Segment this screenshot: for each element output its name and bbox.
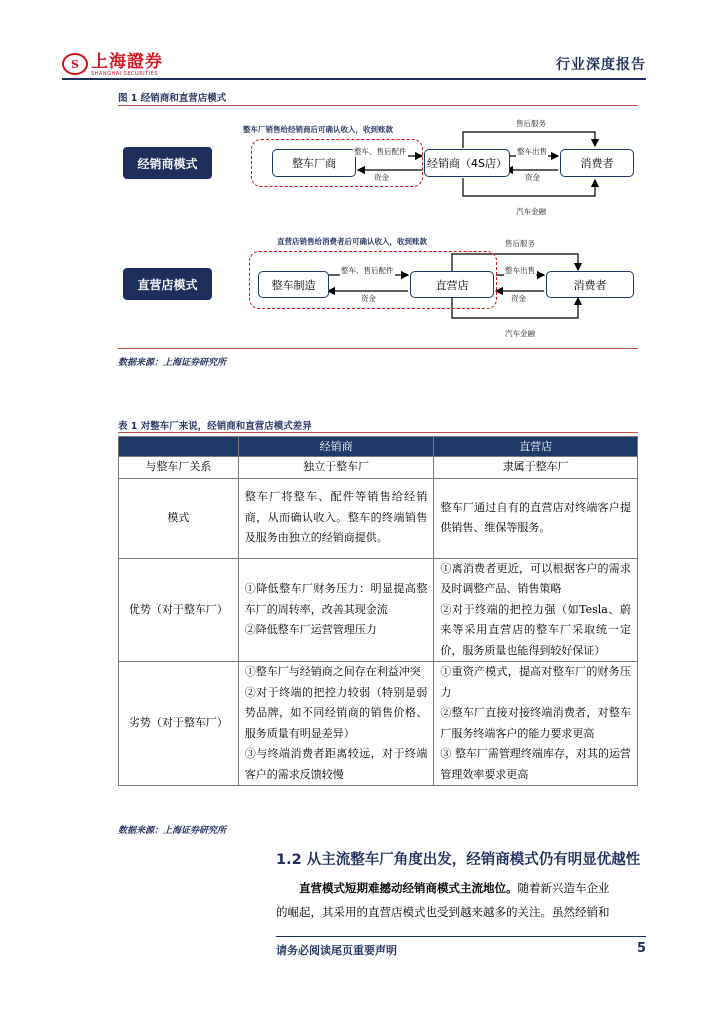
dealer-cell: 独立于整车厂 <box>238 457 434 479</box>
figure-caption-rule <box>118 105 638 106</box>
direct-cell: 整车厂通过自有的直营店对终端客户提供销售、维保等服务。 <box>434 478 638 558</box>
row-label: 模式 <box>119 478 239 558</box>
direct-cell <box>434 662 638 786</box>
section-title: 1.2 从主流整车厂角度出发，经销商模式仍有明显优越性 <box>276 852 641 868</box>
direct-mode-label: 直营店模式 <box>123 268 212 300</box>
row-label: 与整车厂关系 <box>119 457 239 479</box>
direct-money-label: 资金 <box>361 294 376 303</box>
paragraph-lead: 直营模式短期难撼动经销商模式主流地位。 <box>299 881 518 895</box>
dealer-revenue-note: 整车厂销售给经销商后可确认收入，收到账款 <box>243 125 393 134</box>
figure-bottom-rule <box>118 348 638 349</box>
table-caption-rule <box>118 432 638 433</box>
table-row <box>119 558 638 662</box>
table-header-cell: 直营店 <box>434 437 638 457</box>
section-paragraph-line2: 的崛起，其采用的直营店模式也受到越来越多的关注。虽然经销和 <box>276 905 610 919</box>
figure-source: 数据来源：上海证券研究所 <box>118 358 227 368</box>
dealer-finance-label: 汽车金融 <box>516 207 546 216</box>
row-label: 劣势（对于整车厂） <box>119 662 239 786</box>
footer-disclaimer: 请务必阅读尾页重要声明 <box>276 944 397 957</box>
direct-cell-text: ①重资产模式，提高对整车厂的财务压力 ②整车厂直接对接终端消费者，对整车厂服务终端客户的能力要求更高 ③ 整车厂需管理终端库存，对其的运营管理效率要求更高 <box>440 665 631 781</box>
dealer-cell-text: ①整车厂与经销商之间存在利益冲突 ②对于终端的把控力较弱（特别是弱势品牌，如不同经销商的销售价格、服务质量有明显差异） ③与终端消费者距离较远，对于终端客户的需求反馈较慢 <box>244 665 428 781</box>
dealer-sale-label: 整车出售 <box>517 147 547 156</box>
dealer-money-label: 资金 <box>374 173 389 182</box>
dealer-cell <box>238 662 434 786</box>
dealer-consumer-node: 消费者 <box>560 149 634 177</box>
dealer-money2-label: 资金 <box>525 173 540 182</box>
dealer-oem-node: 整车厂商 <box>272 149 356 177</box>
table-row <box>119 662 638 786</box>
direct-oem-node: 整车制造 <box>258 271 329 298</box>
table-header-cell <box>119 437 239 457</box>
logo-chinese-name: 上海證券 <box>91 52 163 72</box>
table-header-cell: 经销商 <box>238 437 434 457</box>
dealer-aftersales-label: 售后服务 <box>516 119 546 128</box>
direct-sale-label: 整车出售 <box>505 266 535 275</box>
direct-aftersales-label: 售后服务 <box>505 239 535 248</box>
direct-cell <box>434 558 638 662</box>
direct-consumer-node: 消费者 <box>546 271 634 298</box>
logo-mark-icon: S <box>62 53 88 75</box>
logo-english-name: SHANGHAI SECURITIES <box>91 71 159 77</box>
figure-caption: 图 1 经销商和直营店模式 <box>118 93 227 104</box>
page-number: 5 <box>636 941 646 956</box>
dealer-cell-text: ①降低整车厂财务压力：明显提高整车厂的周转率，改善其现金流 ②降低整车厂运营管理压力 <box>244 582 428 636</box>
dealer-dealer-node: 经销商（4S店） <box>424 149 510 177</box>
paragraph-text: 随着新兴造车企业 <box>517 881 610 895</box>
table-source: 数据来源：上海证券研究所 <box>118 826 227 836</box>
section-paragraph-line1 <box>276 876 646 900</box>
dealer-cell <box>238 558 434 662</box>
dealer-goods-label: 整车、售后配件 <box>354 147 407 156</box>
comparison-table <box>118 436 638 786</box>
row-label: 优势（对于整车厂） <box>119 558 239 662</box>
dealer-cell: 整车厂将整车、配件等销售给经销商，从而确认收入。整车的终端销售及服务由独立的经销商提供。 <box>238 478 434 558</box>
direct-goods-label: 整车、售后配件 <box>341 266 394 275</box>
direct-cell: 隶属于整车厂 <box>434 457 638 479</box>
table-row <box>119 457 638 479</box>
company-logo <box>62 53 163 77</box>
direct-cell-text: ①离消费者更近，可以根据客户的需求及时调整产品、销售策略 ②对于终端的把控力强（如Tesla、蔚来等采用直营店的整车厂采取统一定价，服务质量也能得到较好保证） <box>440 561 631 657</box>
direct-finance-label: 汽车金融 <box>505 329 535 338</box>
table-caption: 表 1 对整车厂来说，经销商和直营店模式差异 <box>118 421 312 432</box>
direct-revenue-note: 直营店销售给消费者后可确认收入，收到账款 <box>277 237 427 246</box>
direct-store-node: 直营店 <box>410 271 494 298</box>
dealer-mode-label: 经销商模式 <box>123 147 212 179</box>
footer-divider <box>276 936 646 937</box>
table-row <box>119 478 638 558</box>
report-type: 行业深度报告 <box>556 57 646 73</box>
header-divider <box>62 78 646 80</box>
direct-money2-label: 资金 <box>511 294 526 303</box>
table-header-row <box>119 437 638 457</box>
